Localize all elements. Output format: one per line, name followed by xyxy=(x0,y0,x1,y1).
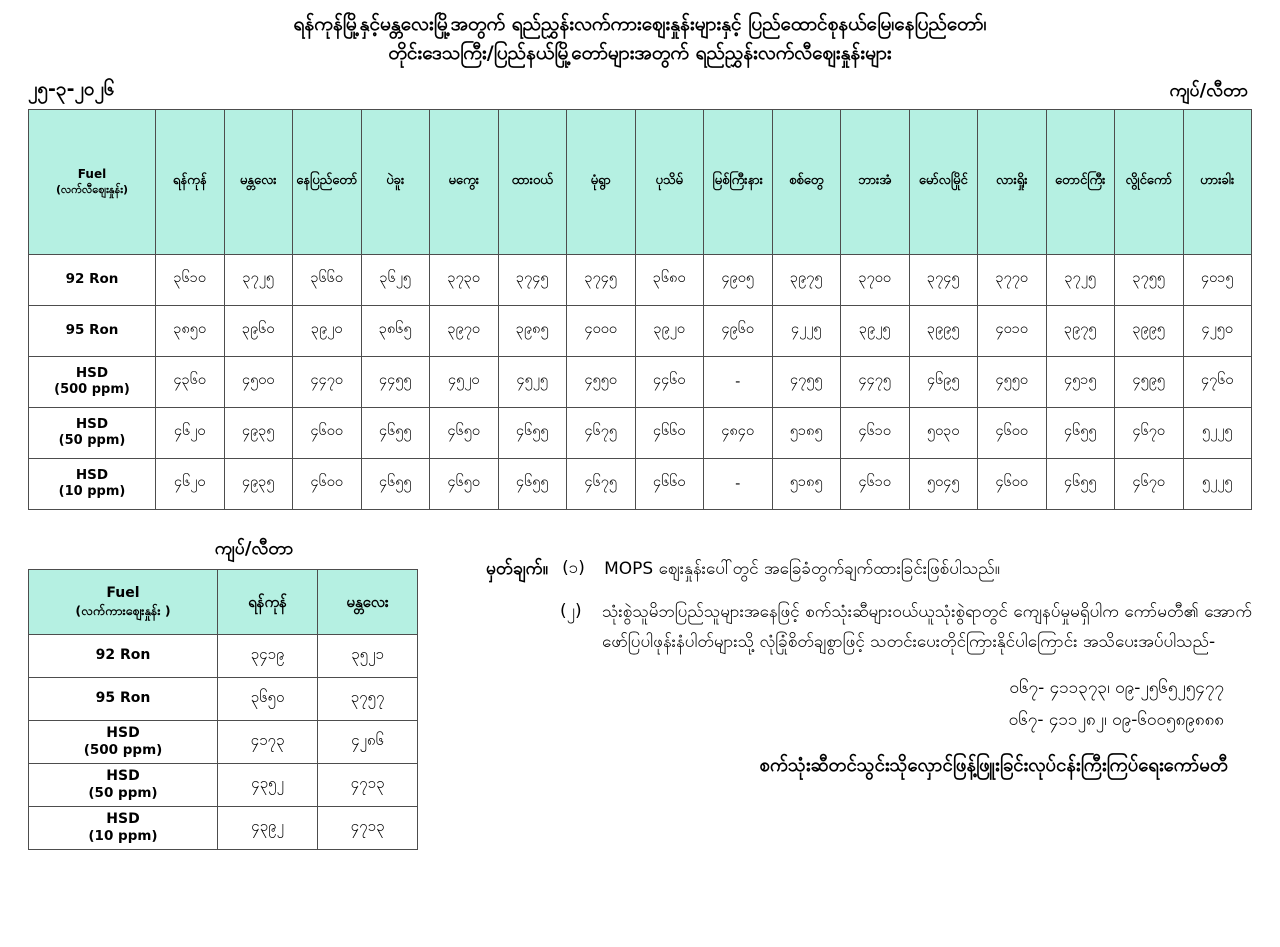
price-cell: ၄၆၅၀ xyxy=(430,458,499,509)
table-row xyxy=(29,763,418,806)
row-label xyxy=(29,458,156,509)
price-cell: ၄၄၆၀ xyxy=(635,356,704,407)
price-cell: ၄၅၂၅ xyxy=(498,356,567,407)
price-cell: ၄၅၂၀ xyxy=(430,356,499,407)
price-cell: ၃၆၆၀ xyxy=(293,254,362,305)
price-cell: ၃၇၀၀ xyxy=(841,254,910,305)
row-label xyxy=(29,305,156,356)
note-text: MOPS ဈေးနှုန်းပေါ်တွင် အခြေခံတွက်ချက်ထားခြင်းဖြစ်ပါသည်။ xyxy=(604,558,1000,579)
price-cell: ၄၀၁၅ xyxy=(1183,254,1252,305)
price-cell: ၄၆၆၀ xyxy=(635,458,704,509)
table-row xyxy=(29,305,1252,356)
price-cell: ၄၆၅၅ xyxy=(498,407,567,458)
price-cell: ၅၁၈၅ xyxy=(772,407,841,458)
price-cell: ၃၇၅၇ xyxy=(318,677,418,720)
price-cell: ၄၅၅၀ xyxy=(978,356,1047,407)
price-cell: ၄၄၇၀ xyxy=(293,356,362,407)
row-label-main: HSD xyxy=(106,725,140,742)
table-row xyxy=(29,458,1252,509)
note-item xyxy=(486,554,1252,585)
price-cell: ၄၆၅၅ xyxy=(1046,407,1115,458)
price-cell: ၄၆၀၀ xyxy=(293,407,362,458)
price-cell: ၅၂၂၅ xyxy=(1183,458,1252,509)
price-cell: ၃၈၅၀ xyxy=(156,305,225,356)
fuel-header-line1: Fuel xyxy=(106,584,140,601)
lower-section xyxy=(0,536,1280,850)
row-label xyxy=(29,407,156,458)
price-cell: ၃၇၇၀ xyxy=(978,254,1047,305)
notes-label: မှတ်ချက်။ xyxy=(486,558,549,579)
price-cell: ၄၉၆၀ xyxy=(704,305,773,356)
price-cell: ၃၉၇၅ xyxy=(772,254,841,305)
row-label-main: HSD xyxy=(75,467,109,484)
price-cell: ၄၃၅၂ xyxy=(218,763,318,806)
price-cell: ၄၆၇၀ xyxy=(1115,407,1184,458)
price-cell: ၄၅၀၀ xyxy=(224,356,293,407)
price-cell: ၃၉၇၅ xyxy=(1046,305,1115,356)
table-row xyxy=(29,677,418,720)
note-number: (၂) xyxy=(560,600,582,621)
column-header-city: မော်လမြိုင် xyxy=(909,109,978,254)
table-row xyxy=(29,634,418,677)
price-cell: ၅၀၃၀ xyxy=(909,407,978,458)
row-label-main: HSD xyxy=(106,768,140,785)
price-cell: ၄၅၉၅ xyxy=(1115,356,1184,407)
phone-line: ၀၆၇- ၄၁၁၂၈၂၊ ၀၉-၆၀၀၅၈၉၈၈၈ xyxy=(1008,709,1224,730)
price-cell: ၄၆၁၀ xyxy=(841,407,910,458)
price-cell: ၄၁၇၃ xyxy=(218,720,318,763)
price-cell: ၄၆၉၅ xyxy=(909,356,978,407)
price-cell: ၄၂၈၆ xyxy=(318,720,418,763)
price-cell: ၄၅၅၀ xyxy=(567,356,636,407)
column-header-city: ပုသိမ် xyxy=(635,109,704,254)
price-cell: ၃၈၆၅ xyxy=(361,305,430,356)
column-header-city: မန္တလေး xyxy=(224,109,293,254)
row-label xyxy=(29,677,218,720)
row-label xyxy=(29,634,218,677)
notes-section xyxy=(420,536,1252,850)
price-cell: ၄၆၀၀ xyxy=(978,458,1047,509)
price-cell: ၄၆၀၀ xyxy=(978,407,1047,458)
column-header-city: မြစ်ကြီးနား xyxy=(704,109,773,254)
column-header-city: ရန်ကုန် xyxy=(156,109,225,254)
table-row xyxy=(29,806,418,849)
price-cell: ၄၇၁၃ xyxy=(318,806,418,849)
price-cell: ၄၆၀၀ xyxy=(293,458,362,509)
price-cell: ၃၄၁၉ xyxy=(218,634,318,677)
table-row xyxy=(29,254,1252,305)
row-label-sub: (10 ppm) xyxy=(58,484,126,500)
price-cell: ၃၉၈၅ xyxy=(498,305,567,356)
report-date: ၂၅-၃-၂၀၂၆ xyxy=(28,77,115,100)
wholesale-table-body xyxy=(29,634,418,849)
row-label-sub: (500 ppm) xyxy=(54,382,130,398)
price-cell: ၄၆၇၅ xyxy=(567,407,636,458)
price-cell: ၃၇၅၅ xyxy=(1115,254,1184,305)
price-cell: ၄၆၇၅ xyxy=(567,458,636,509)
price-cell: ၄၉၀၅ xyxy=(704,254,773,305)
table-header-row xyxy=(29,109,1252,254)
price-cell: ၃၆၈၀ xyxy=(635,254,704,305)
title-line-1: ရန်ကုန်မြို့နှင့်မန္တလေးမြို့အတွက် ရည်ညွှန်းလက်ကားဈေးနှုန်းများနှင့် ပြည်ထောင်စုနယ်မြေ၊နေပြည်တော်၊ xyxy=(293,13,987,35)
row-label-main: HSD xyxy=(75,365,109,382)
price-cell: ၄၈၄၀ xyxy=(704,407,773,458)
date-unit-row xyxy=(0,69,1280,109)
column-header-city: တောင်ကြီး xyxy=(1046,109,1115,254)
price-cell: ၃၇၄၅ xyxy=(567,254,636,305)
row-label xyxy=(29,806,218,849)
row-label-sub: (500 ppm) xyxy=(83,742,163,759)
price-cell: - xyxy=(704,356,773,407)
price-cell: ၃၉၉၅ xyxy=(909,305,978,356)
column-header-city: မကွေး xyxy=(430,109,499,254)
note-item xyxy=(486,597,1252,658)
price-cell: ၄၉၃၅ xyxy=(224,458,293,509)
price-cell: ၄၆၂၀ xyxy=(156,407,225,458)
fuel-header-line1: Fuel xyxy=(77,166,107,181)
price-cell: ၄၇၅၅ xyxy=(772,356,841,407)
price-cell: ၅၁၈၅ xyxy=(772,458,841,509)
column-header-city: မုံရွာ xyxy=(567,109,636,254)
column-header-city: ထားဝယ် xyxy=(498,109,567,254)
row-label-sub: (50 ppm) xyxy=(88,785,158,802)
fuel-header-line2: (လက်ကားဈေးနှုန်း ) xyxy=(75,602,171,618)
price-cell: ၄၆၅၀ xyxy=(430,407,499,458)
table-row xyxy=(29,720,418,763)
contact-phones xyxy=(486,672,1252,737)
price-cell: ၄၇၁၃ xyxy=(318,763,418,806)
main-table-container xyxy=(0,109,1280,510)
row-label-main: 92 Ron xyxy=(95,647,151,664)
page-title xyxy=(0,0,1280,69)
price-cell: ၄၆၁၀ xyxy=(841,458,910,509)
price-cell: ၄၂၅၀ xyxy=(1183,305,1252,356)
wholesale-table-container xyxy=(28,536,420,850)
committee-footer: စက်သုံးဆီတင်သွင်းသိုလှောင်ဖြန့်ဖြူးခြင်းလုပ်ငန်းကြီးကြပ်ရေးကော်မတီ xyxy=(759,755,1228,777)
table-row xyxy=(29,356,1252,407)
column-header-city: ဟားခါး xyxy=(1183,109,1252,254)
note-text: သုံးစွဲသူမိဘပြည်သူများအနေဖြင့် စက်သုံးဆီများဝယ်ယူသုံးစွဲရာတွင် ကျေနပ်မှုမရှိပါက ကော်မတီ၏ အောက်ဖော်ပြပါဖုန်းနံပါတ်များသို့ လုံခြုံစိတ်ချစွာဖြင့် သတင်းပေးတိုင်ကြားနိုင်ပါကြောင်း အသိပေးအပ်ပါသည်- xyxy=(602,601,1252,653)
price-cell: ၃၆၁၀ xyxy=(156,254,225,305)
price-cell: ၄၆၂၀ xyxy=(156,458,225,509)
price-cell: ၄၀၁၀ xyxy=(978,305,1047,356)
price-cell: ၅၂၂၅ xyxy=(1183,407,1252,458)
price-cell: ၄၆၅၅ xyxy=(361,407,430,458)
price-cell: ၃၉၂၀ xyxy=(635,305,704,356)
price-cell: ၄၉၃၅ xyxy=(224,407,293,458)
column-header-city: စစ်တွေ xyxy=(772,109,841,254)
price-cell: ၅၀၄၅ xyxy=(909,458,978,509)
retail-table-head xyxy=(29,109,1252,254)
column-header-city: ရန်ကုန် xyxy=(218,569,318,634)
price-cell: ၃၆၂၅ xyxy=(361,254,430,305)
row-label-main: 95 Ron xyxy=(65,322,119,339)
price-cell: ၄၂၂၅ xyxy=(772,305,841,356)
retail-price-table xyxy=(28,109,1252,510)
fuel-header-line2: (လက်လီဈေးနှုန်း) xyxy=(55,182,129,196)
title-line-2: တိုင်းဒေသကြီး/ပြည်နယ်မြို့တော်များအတွက် ရည်ညွှန်းလက်လီဈေးနှုန်းများ xyxy=(388,42,892,65)
price-cell: ၄၄၇၅ xyxy=(841,356,910,407)
price-cell: ၃၉၇၀ xyxy=(430,305,499,356)
price-cell: ၄၀၀၀ xyxy=(567,305,636,356)
price-cell: ၄၄၅၅ xyxy=(361,356,430,407)
column-header-city: လွိုင်ကော် xyxy=(1115,109,1184,254)
price-cell: ၃၇၄၅ xyxy=(909,254,978,305)
price-cell: ၄၆၅၅ xyxy=(361,458,430,509)
row-label-main: HSD xyxy=(106,811,140,828)
price-cell: ၄၆၅၅ xyxy=(1046,458,1115,509)
price-cell: - xyxy=(704,458,773,509)
price-cell: ၃၆၅၀ xyxy=(218,677,318,720)
price-cell: ၄၅၁၅ xyxy=(1046,356,1115,407)
price-cell: ၄၃၉၂ xyxy=(218,806,318,849)
row-label xyxy=(29,763,218,806)
price-cell: ၄၃၆၀ xyxy=(156,356,225,407)
row-label-main: 92 Ron xyxy=(65,271,119,288)
wholesale-price-table xyxy=(28,569,418,850)
row-label xyxy=(29,254,156,305)
price-cell: ၃၇၃၀ xyxy=(430,254,499,305)
price-cell: ၃၇၂၅ xyxy=(1046,254,1115,305)
table-header-row xyxy=(29,569,418,634)
wholesale-table-head xyxy=(29,569,418,634)
column-header-fuel xyxy=(29,109,156,254)
column-header-city: ပဲခူး xyxy=(361,109,430,254)
price-cell: ၃၇၂၅ xyxy=(224,254,293,305)
price-cell: ၃၉၉၅ xyxy=(1115,305,1184,356)
unit-label-main: ကျပ်/လီတာ xyxy=(1169,79,1248,101)
row-label xyxy=(29,720,218,763)
price-cell: ၄၆၅၅ xyxy=(498,458,567,509)
price-cell: ၄၇၆၀ xyxy=(1183,356,1252,407)
price-cell: ၄၆၆၀ xyxy=(635,407,704,458)
price-cell: ၄၆၇၀ xyxy=(1115,458,1184,509)
price-cell: ၃၉၂၅ xyxy=(841,305,910,356)
price-cell: ၃၇၄၅ xyxy=(498,254,567,305)
retail-table-body xyxy=(29,254,1252,509)
row-label-sub: (10 ppm) xyxy=(88,828,158,845)
row-label-sub: (50 ppm) xyxy=(58,433,126,449)
column-header-city: နေပြည်တော် xyxy=(293,109,362,254)
row-label-main: 95 Ron xyxy=(95,690,151,707)
column-header-city: မန္တလေး xyxy=(318,569,418,634)
price-cell: ၃၉၆၀ xyxy=(224,305,293,356)
note-number: (၁) xyxy=(562,557,585,578)
price-cell: ၃၅၂၁ xyxy=(318,634,418,677)
row-label-main: HSD xyxy=(75,416,109,433)
price-cell: ၃၉၂၀ xyxy=(293,305,362,356)
column-header-city: လားရှိုး xyxy=(978,109,1047,254)
table-row xyxy=(29,407,1252,458)
phone-line: ၀၆၇- ၄၁၁၃၇၃၊ ၀၉-၂၅၆၅၂၅၄၇၇ xyxy=(1009,677,1224,698)
column-header-fuel xyxy=(29,569,218,634)
unit-label-wholesale: ကျပ်/လီတာ xyxy=(214,537,294,559)
row-label xyxy=(29,356,156,407)
column-header-city: ဘားအံ xyxy=(841,109,910,254)
